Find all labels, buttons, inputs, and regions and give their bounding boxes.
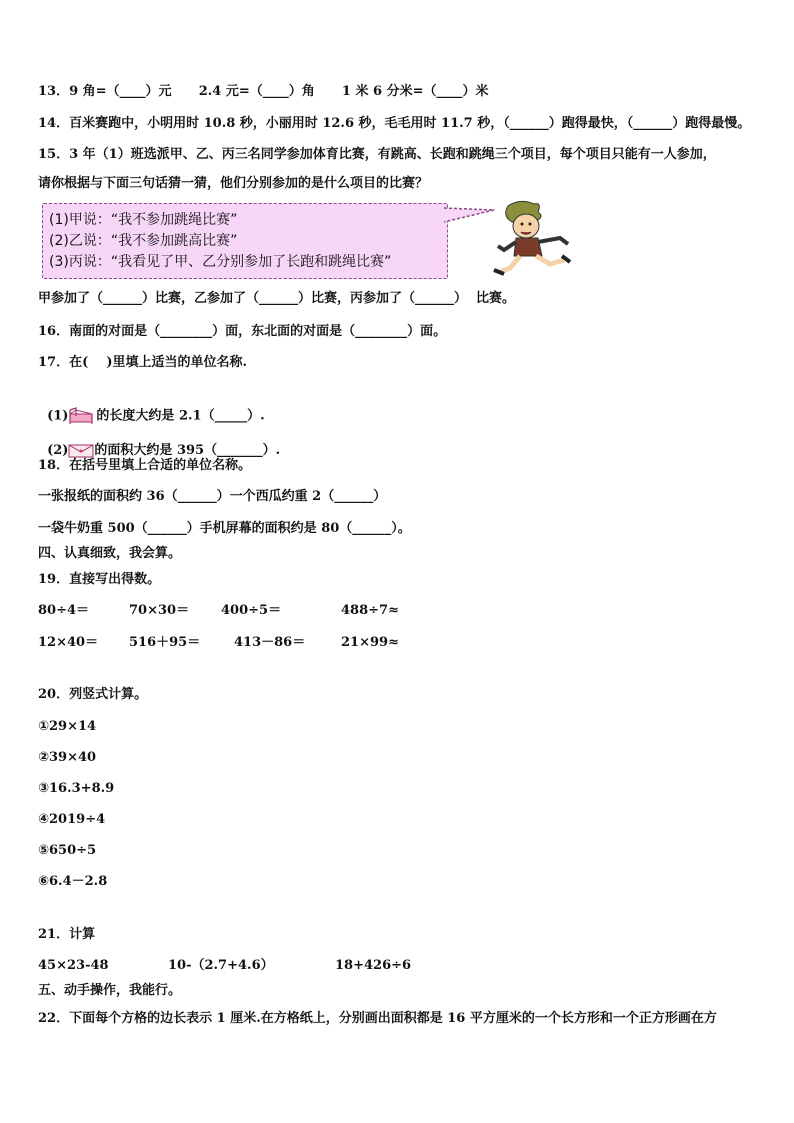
q20-item [38, 718, 96, 736]
question-15-line2: 请你根据与下面三句话猜一猜，他们分别参加的是什么项目的比赛？ [38, 176, 429, 191]
q20-item-expr: 16.3+8.9 [49, 781, 115, 796]
q20-item-mark: ⑥ [38, 874, 50, 889]
question-15-line1: 15．3 年（1）班选派甲、乙、丙三名同学参加体育比赛，有跳高、长跑和跳绳三个项目，每个项目只能有一人参加， [38, 147, 716, 162]
speech-bubble [42, 203, 448, 279]
question-15-answer: 甲参加了（______）比赛，乙参加了（______）比赛，丙参加了（______） 比赛。 [38, 291, 516, 306]
q20-item-expr: 39×40 [49, 750, 97, 765]
running-boy-icon [490, 198, 580, 280]
bubble-line-1: (1)甲说：“我不参加跳绳比赛” [49, 212, 238, 228]
section-5-heading: 五、动手操作，我能行。 [38, 983, 182, 998]
q20-item-mark: ⑤ [38, 843, 50, 858]
q17-1-text: 的长度大约是 2.1（_____）. [96, 408, 265, 424]
question-17-2 [38, 424, 280, 460]
q20-item-mark: ① [38, 719, 50, 734]
q21-item: 10-（2.7+4.6） [168, 958, 274, 973]
q19-row1-item: 400÷5＝ [221, 603, 282, 618]
bubble-line-3: (3)丙说：“我看见了甲、乙分别参加了长跑和跳绳比赛” [49, 254, 392, 270]
q20-item [38, 780, 114, 798]
question-14: 14．百米赛跑中，小明用时 10.8 秒，小丽用时 12.6 秒，毛毛用时 11.7 秒，（______）跑得最快，（______）跑得最慢。 [38, 116, 751, 131]
question-20: 20．列竖式计算。 [38, 687, 148, 702]
q20-item [38, 842, 96, 860]
q20-item-expr: 29×14 [49, 719, 97, 734]
question-17-1 [38, 388, 265, 426]
question-16: 16．南面的对面是（________）面，东北面的对面是（________）面。 [38, 324, 447, 339]
q21-item: 45×23-48 [38, 958, 109, 973]
q19-row2-item: 413－86＝ [234, 635, 306, 650]
bubble-tail-icon [444, 206, 496, 226]
q20-item-mark: ② [38, 750, 50, 765]
question-21: 21．计算 [38, 927, 96, 942]
q21-item: 18+426÷6 [335, 958, 412, 973]
q19-row1-item: 70×30＝ [129, 603, 190, 618]
q19-row1-item: 488÷7≈ [341, 603, 399, 618]
q19-row1-item: 80÷4＝ [38, 603, 90, 618]
q20-item-expr: 6.4－2.8 [49, 874, 108, 889]
question-22: 22．下面每个方格的边长表示 1 厘米.在方格纸上，分别画出面积都是 16 平方厘米的一个长方形和一个正方形画在方 [38, 1011, 717, 1026]
q17-1-prefix: (1) [47, 408, 69, 424]
q20-item-expr: 2019÷4 [49, 812, 106, 827]
bed-icon [68, 406, 96, 426]
bubble-line-2: (2)乙说：“我不参加跳高比赛” [49, 233, 238, 249]
q17-2-prefix: (2) [47, 443, 69, 458]
section-4-heading: 四、认真细致，我会算。 [38, 546, 182, 561]
question-18-line1: 一张报纸的面积约 36（______）一个西瓜约重 2（______） [38, 489, 387, 504]
q20-item-mark: ④ [38, 812, 50, 827]
question-19: 19．直接写出得数。 [38, 572, 161, 587]
q19-row2-item: 12×40＝ [38, 635, 99, 650]
q20-item-mark: ③ [38, 781, 50, 796]
q20-item [38, 749, 96, 767]
q20-item [38, 811, 105, 829]
q20-item [38, 873, 107, 891]
question-13: 13．9 角=（____）元 2.4 元=（____）角 1 米 6 分米=（____）米 [38, 84, 489, 99]
q17-2-text: 的面积大约是 395（_______）. [94, 443, 281, 458]
question-18-line2: 一袋牛奶重 500（______）手机屏幕的面积约是 80（______）。 [38, 521, 411, 536]
q19-row2-item: 21×99≈ [341, 635, 399, 650]
question-18: 18．在括号里填上合适的单位名称。 [38, 458, 252, 473]
q19-row2-item: 516＋95＝ [129, 635, 201, 650]
q20-item-expr: 650÷5 [49, 843, 97, 858]
question-17: 17．在( )里填上适当的单位名称. [38, 355, 248, 370]
